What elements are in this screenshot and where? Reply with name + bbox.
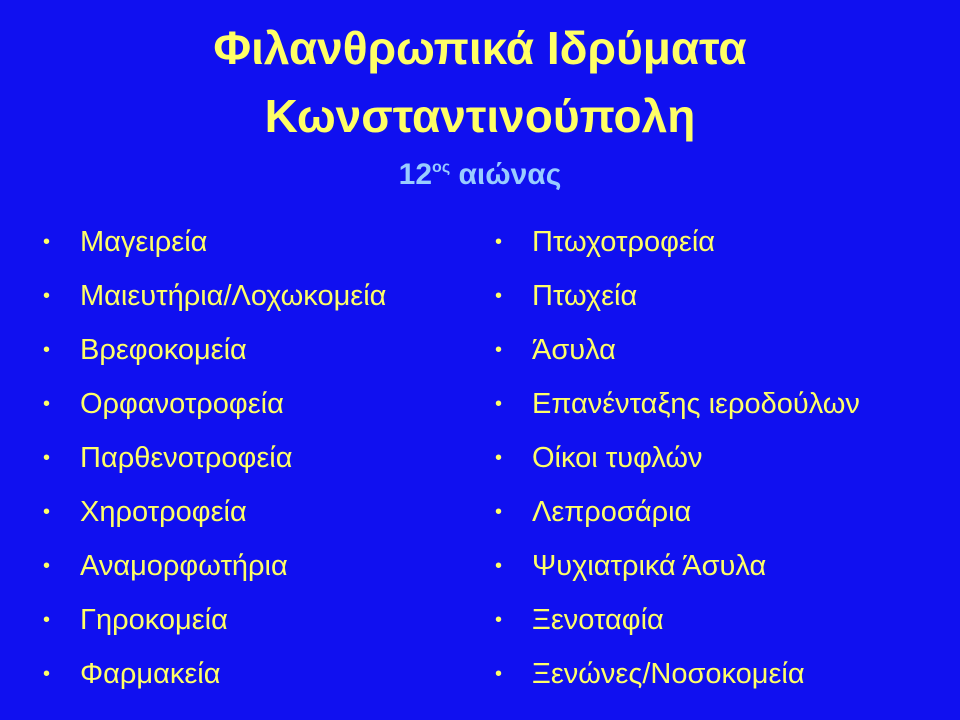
list-item-text: Οίκοι τυφλών <box>532 442 703 474</box>
list-item <box>492 215 960 269</box>
list-item-text: Βρεφοκομεία <box>80 334 247 366</box>
list-item <box>40 485 490 539</box>
bullet-icon: • <box>43 663 51 685</box>
bullet-icon: • <box>43 447 51 469</box>
bullet-icon: • <box>43 609 51 631</box>
bullet-icon: • <box>43 501 51 523</box>
list-item <box>492 593 960 647</box>
list-item-text: Ξενοταφία <box>532 604 664 636</box>
list-item <box>492 431 960 485</box>
bullet-icon: • <box>43 285 51 307</box>
bullet-icon: • <box>495 393 503 415</box>
bullet-icon: • <box>495 501 503 523</box>
left-bullet-list <box>40 215 490 701</box>
list-item-text: Άσυλα <box>532 334 616 366</box>
list-item <box>40 647 490 701</box>
bullet-icon: • <box>495 555 503 577</box>
list-item <box>492 323 960 377</box>
list-item-text: Χηροτροφεία <box>80 496 247 528</box>
century-number: 12 <box>398 158 433 191</box>
slide-title-line-1: Φιλανθρωπικά Ιδρύματα <box>213 22 747 74</box>
list-item <box>40 323 490 377</box>
list-item-text: Λεπροσάρια <box>532 496 692 528</box>
list-item-text: Πτωχοτροφεία <box>532 226 716 258</box>
list-item <box>40 593 490 647</box>
list-item <box>40 431 490 485</box>
list-item-text: Ψυχιατρικά Άσυλα <box>532 550 767 582</box>
bullet-icon: • <box>43 393 51 415</box>
list-item <box>40 215 490 269</box>
list-item-text: Γηροκομεία <box>80 604 228 636</box>
list-item <box>40 269 490 323</box>
list-item-text: Πτωχεία <box>532 280 638 312</box>
list-item-text: Μαιευτήρια/Λοχωκομεία <box>80 280 387 312</box>
bullet-icon: • <box>495 339 503 361</box>
list-item-text: Παρθενοτροφεία <box>80 442 293 474</box>
list-item <box>492 269 960 323</box>
list-item <box>492 485 960 539</box>
list-item-text: Μαγειρεία <box>80 226 208 258</box>
list-item <box>40 377 490 431</box>
bullet-icon: • <box>495 609 503 631</box>
list-item-text: Ξενώνες/Νοσοκομεία <box>532 658 805 690</box>
list-item-text: Ορφανοτροφεία <box>80 388 284 420</box>
list-item-text: Φαρμακεία <box>80 658 221 690</box>
right-bullet-list <box>492 215 960 701</box>
bullet-icon: • <box>495 447 503 469</box>
century-word: αιώνας <box>450 158 562 191</box>
list-item <box>492 647 960 701</box>
bullet-icon: • <box>495 231 503 253</box>
slide-title-line-2: Κωνσταντινούπολη <box>264 90 696 142</box>
list-item-text: Επανένταξης ιεροδούλων <box>532 388 860 420</box>
list-item-text: Αναμορφωτήρια <box>80 550 288 582</box>
century-ordinal-suffix: ος <box>432 159 451 176</box>
list-item <box>40 539 490 593</box>
slide-subtitle <box>0 148 960 195</box>
bullet-icon: • <box>495 663 503 685</box>
list-item <box>492 377 960 431</box>
bullet-icon: • <box>43 231 51 253</box>
bullet-icon: • <box>43 339 51 361</box>
bullet-icon: • <box>495 285 503 307</box>
bullet-icon: • <box>43 555 51 577</box>
list-item <box>492 539 960 593</box>
